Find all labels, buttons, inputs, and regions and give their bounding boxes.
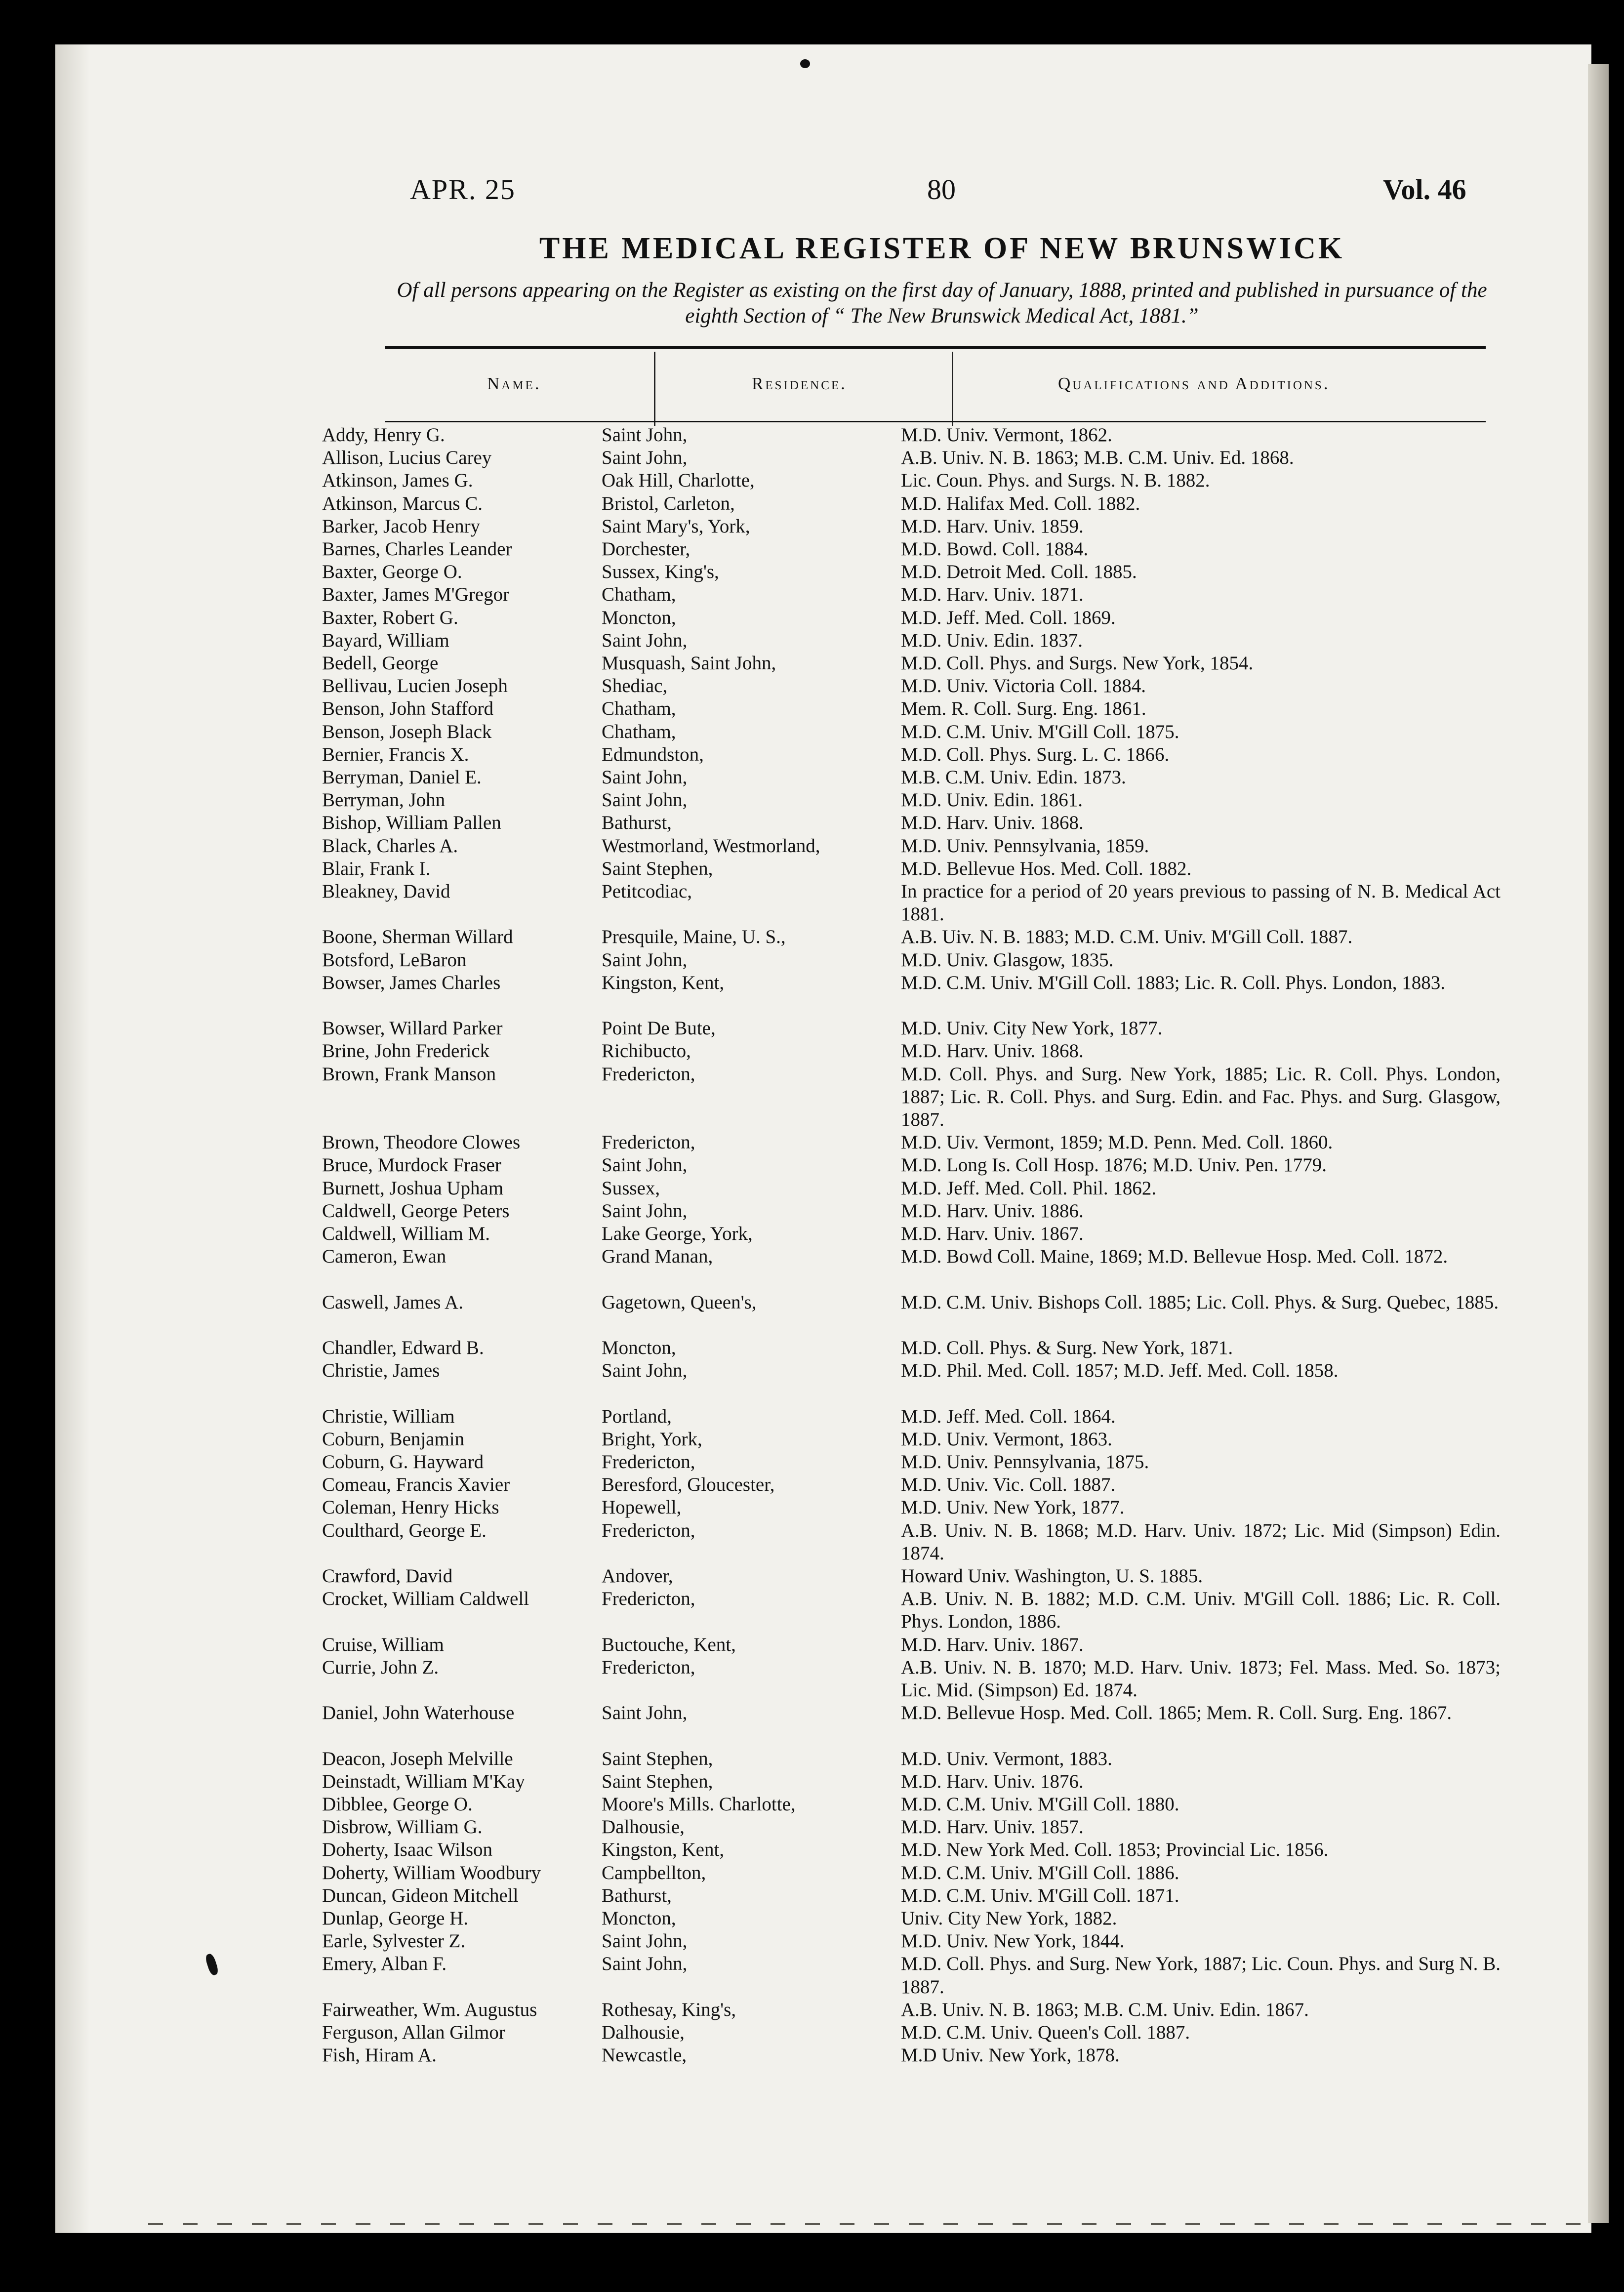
entry-qualifications: M.D. Uiv. Vermont, 1859; M.D. Penn. Med. Coll. 1860.	[901, 1132, 1333, 1153]
entry-residence: Shediac,	[602, 675, 668, 697]
entry-name: Crocket, William Caldwell	[322, 1588, 529, 1610]
entry-residence: Kingston, Kent,	[602, 972, 725, 993]
entry-residence: Saint John,	[602, 1953, 688, 1975]
entry-qualifications: A.B. Uiv. N. B. 1883; M.D. C.M. Univ. M'Gill Coll. 1887.	[901, 926, 1353, 948]
entry-name: Doherty, William Woodbury	[322, 1862, 541, 1883]
entry-qualifications: M.D. Bellevue Hos. Med. Coll. 1882.	[901, 858, 1192, 879]
entry-residence: Chatham,	[602, 721, 676, 742]
entry-residence: Campbellton,	[602, 1862, 706, 1883]
entry-residence: Edmundston,	[602, 743, 704, 765]
entry-name: Boone, Sherman Willard	[322, 926, 513, 948]
entry-qualifications: M.D. C.M. Univ. M'Gill Coll. 1883; Lic. R. Coll. Phys. London, 1883.	[901, 972, 1445, 993]
column-header-residence: Residence.	[752, 374, 847, 393]
register-page	[55, 44, 1591, 2233]
entry-residence: Moncton,	[602, 1337, 676, 1358]
entry-residence: Westmorland, Westmorland,	[602, 835, 820, 857]
entry-residence: Saint John,	[602, 789, 688, 811]
entry-residence: Sussex, King's,	[602, 561, 719, 583]
ink-spot	[800, 59, 810, 68]
entry-name: Cruise, William	[322, 1634, 444, 1655]
entry-name: Bruce, Murdock Fraser	[322, 1154, 501, 1176]
entry-residence: Bathurst,	[602, 1884, 672, 1906]
entry-name: Emery, Alban F.	[322, 1953, 447, 1975]
entry-residence: Andover,	[602, 1565, 673, 1587]
entry-name: Caswell, James A.	[322, 1291, 463, 1313]
entry-name: Dunlap, George H.	[322, 1908, 469, 1929]
entry-qualifications: M.D. Long Is. Coll Hosp. 1876; M.D. Univ. Pen. 1779.	[901, 1154, 1327, 1176]
entry-residence: Petitcodiac,	[602, 881, 692, 902]
entry-residence: Musquash, Saint John,	[602, 653, 776, 674]
entry-residence: Saint John,	[602, 767, 688, 788]
entry-qualifications: M.D. Harv. Univ. 1876.	[901, 1770, 1084, 1792]
entry-name: Brine, John Frederick	[322, 1040, 490, 1062]
entry-name: Botsford, LeBaron	[322, 949, 467, 971]
entry-qualifications: M.D. Univ. Edin. 1861.	[901, 789, 1083, 811]
entry-name: Comeau, Francis Xavier	[322, 1474, 510, 1496]
header-rule	[385, 421, 1486, 422]
entry-qualifications: M.D. Univ. Vermont, 1862.	[901, 424, 1112, 446]
entry-residence: Grand Manan,	[602, 1246, 713, 1268]
entry-qualifications: M.D. Coll. Phys. Surg. L. C. 1866.	[901, 743, 1170, 765]
entry-residence: Saint John,	[602, 629, 688, 651]
entry-qualifications: M.D. Bellevue Hosp. Med. Coll. 1865; Mem. R. Coll. Surg. Eng. 1867.	[901, 1702, 1452, 1724]
document-title: THE MEDICAL REGISTER OF NEW BRUNSWICK	[539, 232, 1345, 265]
entry-name: Coleman, Henry Hicks	[322, 1497, 499, 1518]
entry-name: Bowser, Willard Parker	[322, 1018, 503, 1039]
entry-qualifications: M.D. Coll. Phys. and Surg. New York, 1885; Lic. R. Coll. Phys. London, 1887; Lic. R. Coll. Phys. and Surg. Edin. and Fac. Phys. and Surg. Glasgow, 1887.	[901, 1063, 1501, 1130]
entry-qualifications: M.D. C.M. Univ. Queen's Coll. 1887.	[901, 2022, 1190, 2043]
entry-residence: Fredericton,	[602, 1451, 695, 1473]
entry-qualifications: M.B. C.M. Univ. Edin. 1873.	[901, 767, 1126, 788]
entry-qualifications: Lic. Coun. Phys. and Surgs. N. B. 1882.	[901, 470, 1210, 491]
entry-residence: Moncton,	[602, 607, 676, 628]
entry-qualifications: M.D. Univ. Vermont, 1863.	[901, 1428, 1112, 1450]
entry-qualifications: M.D. C.M. Univ. M'Gill Coll. 1886.	[901, 1862, 1179, 1883]
entry-qualifications: M.D Univ. New York, 1878.	[901, 2045, 1120, 2066]
entry-qualifications: M.D. Harv. Univ. 1867.	[901, 1634, 1084, 1655]
entry-name: Cameron, Ewan	[322, 1246, 447, 1268]
entry-qualifications: M.D. Coll. Phys. and Surg. New York, 1887; Lic. Coun. Phys. and Surg N. B. 1887.	[901, 1953, 1501, 1998]
entry-residence: Saint Mary's, York,	[602, 515, 750, 537]
entry-name: Burnett, Joshua Upham	[322, 1177, 504, 1199]
entry-name: Bayard, William	[322, 629, 449, 651]
entry-residence: Lake George, York,	[602, 1223, 753, 1244]
entry-name: Crawford, David	[322, 1565, 453, 1587]
entry-qualifications: M.D. Harv. Univ. 1867.	[901, 1223, 1084, 1244]
entry-residence: Saint John,	[602, 1702, 688, 1724]
entry-name: Bedell, George	[322, 653, 439, 674]
entry-name: Addy, Henry G.	[322, 424, 445, 446]
entry-qualifications: A.B. Univ. N. B. 1863; M.B. C.M. Univ. Ed. 1868.	[901, 447, 1294, 469]
entry-residence: Saint Stephen,	[602, 1770, 713, 1792]
entry-qualifications: M.D. Coll. Phys. & Surg. New York, 1871.	[901, 1337, 1233, 1358]
entry-qualifications: M.D. Coll. Phys. and Surgs. New York, 1854.	[901, 653, 1254, 674]
entry-qualifications: Mem. R. Coll. Surg. Eng. 1861.	[901, 698, 1146, 720]
entry-name: Bleakney, David	[322, 881, 450, 902]
entry-qualifications: M.D. C.M. Univ. M'Gill Coll. 1875.	[901, 721, 1179, 742]
entry-residence: Saint John,	[602, 1930, 688, 1952]
column-header-qualifications: Qualifications and Additions.	[1058, 374, 1330, 393]
entry-qualifications: M.D. Bowd. Coll. 1884.	[901, 538, 1089, 560]
running-head-date: APR. 25	[410, 173, 516, 205]
entry-residence: Portland,	[602, 1405, 672, 1427]
entry-residence: Saint John,	[602, 424, 688, 446]
running-head-volume: Vol. 46	[1383, 173, 1466, 205]
entry-qualifications: M.D. C.M. Univ. Bishops Coll. 1885; Lic. Coll. Phys. & Surg. Quebec, 1885.	[901, 1291, 1499, 1313]
entry-qualifications: Howard Univ. Washington, U. S. 1885.	[901, 1565, 1203, 1587]
entry-qualifications: M.D. Univ. New York, 1877.	[901, 1497, 1125, 1518]
entry-residence: Buctouche, Kent,	[602, 1634, 736, 1655]
entry-residence: Fredericton,	[602, 1132, 695, 1153]
entry-name: Blair, Frank I.	[322, 858, 431, 879]
entry-residence: Sussex,	[602, 1177, 660, 1199]
entry-qualifications: M.D. Univ. Vic. Coll. 1887.	[901, 1474, 1116, 1496]
entry-name: Bernier, Francis X.	[322, 743, 469, 765]
entry-residence: Saint John,	[602, 1200, 688, 1222]
entry-residence: Saint John,	[602, 949, 688, 971]
entry-residence: Oak Hill, Charlotte,	[602, 470, 755, 491]
entry-residence: Dalhousie,	[602, 1816, 685, 1838]
entry-qualifications: M.D. Univ. Victoria Coll. 1884.	[901, 675, 1146, 697]
entry-residence: Fredericton,	[602, 1519, 695, 1541]
entry-residence: Gagetown, Queen's,	[602, 1291, 757, 1313]
entry-qualifications: A.B. Univ. N. B. 1868; M.D. Harv. Univ. 1872; Lic. Mid (Simpson) Edin. 1874.	[901, 1519, 1501, 1564]
entry-qualifications: M.D. New York Med. Coll. 1853; Provincial Lic. 1856.	[901, 1839, 1329, 1861]
entry-residence: Richibucto,	[602, 1040, 691, 1062]
entry-qualifications: A.B. Univ. N. B. 1863; M.B. C.M. Univ. Edin. 1867.	[901, 1999, 1309, 2020]
entry-name: Deacon, Joseph Melville	[322, 1748, 513, 1769]
entry-name: Fish, Hiram A.	[322, 2045, 437, 2066]
entry-qualifications: M.D. C.M. Univ. M'Gill Coll. 1871.	[901, 1884, 1179, 1906]
entry-name: Allison, Lucius Carey	[322, 447, 492, 469]
entry-residence: Newcastle,	[602, 2045, 687, 2066]
entry-name: Disbrow, William G.	[322, 1816, 483, 1838]
scan-artifact	[148, 2223, 1581, 2225]
entry-name: Brown, Theodore Clowes	[322, 1132, 521, 1153]
page-number: 80	[927, 173, 956, 205]
entry-qualifications: In practice for a period of 20 years previous to passing of N. B. Medical Act 1881.	[901, 881, 1501, 925]
entry-residence: Fredericton,	[602, 1656, 695, 1678]
entry-name: Deinstadt, William M'Kay	[322, 1770, 525, 1792]
entry-qualifications: M.D. Harv. Univ. 1857.	[901, 1816, 1084, 1838]
entry-name: Coulthard, George E.	[322, 1519, 487, 1541]
entry-residence: Presquile, Maine, U. S.,	[602, 926, 786, 948]
entry-qualifications: M.D. Halifax Med. Coll. 1882.	[901, 492, 1140, 514]
document-subtitle: Of all persons appearing on the Register as existing on the first day of January, 1888, printed and published in pursuance of the eighth Section of “ The New Brunswick Medical Act, 1881.”	[397, 279, 1487, 327]
entry-residence: Fredericton,	[602, 1063, 695, 1085]
entry-name: Black, Charles A.	[322, 835, 458, 857]
column-divider	[952, 352, 953, 426]
entry-qualifications: M.D. Univ. Vermont, 1883.	[901, 1748, 1112, 1769]
entry-qualifications: M.D. Phil. Med. Coll. 1857; M.D. Jeff. Med. Coll. 1858.	[901, 1360, 1339, 1382]
entry-name: Atkinson, James G.	[322, 470, 473, 491]
entry-residence: Saint Stephen,	[602, 1748, 713, 1769]
entry-name: Barker, Jacob Henry	[322, 515, 481, 537]
entry-qualifications: M.D. Harv. Univ. 1886.	[901, 1200, 1084, 1222]
entry-residence: Bathurst,	[602, 812, 672, 834]
entry-name: Brown, Frank Manson	[322, 1063, 496, 1085]
entry-residence: Bright, York,	[602, 1428, 702, 1450]
entry-name: Daniel, John Waterhouse	[322, 1702, 515, 1724]
entry-residence: Beresford, Gloucester,	[602, 1474, 775, 1496]
entry-residence: Hopewell,	[602, 1497, 682, 1518]
entry-name: Doherty, Isaac Wilson	[322, 1839, 493, 1861]
entry-qualifications: M.D. Jeff. Med. Coll. 1869.	[901, 607, 1116, 628]
entry-qualifications: M.D. Harv. Univ. 1871.	[901, 584, 1084, 606]
entry-residence: Chatham,	[602, 584, 676, 606]
entry-qualifications: M.D. Jeff. Med. Coll. Phil. 1862.	[901, 1177, 1157, 1199]
entry-name: Caldwell, William M.	[322, 1223, 490, 1244]
entry-name: Coburn, G. Hayward	[322, 1451, 484, 1473]
entry-qualifications: M.D. Detroit Med. Coll. 1885.	[901, 561, 1137, 583]
entry-name: Coburn, Benjamin	[322, 1428, 465, 1450]
entry-residence: Bristol, Carleton,	[602, 492, 735, 514]
entry-residence: Moncton,	[602, 1908, 676, 1929]
entry-residence: Moore's Mills. Charlotte,	[602, 1794, 796, 1815]
entry-name: Ferguson, Allan Gilmor	[322, 2022, 505, 2043]
entry-name: Baxter, Robert G.	[322, 607, 458, 628]
entry-name: Christie, James	[322, 1360, 440, 1382]
entry-qualifications: M.D. C.M. Univ. M'Gill Coll. 1880.	[901, 1794, 1179, 1815]
entry-qualifications: M.D. Harv. Univ. 1859.	[901, 515, 1084, 537]
entry-qualifications: A.B. Univ. N. B. 1870; M.D. Harv. Univ. 1873; Fel. Mass. Med. So. 1873; Lic. Mid. (Simpson) Ed. 1874.	[901, 1656, 1501, 1701]
entry-name: Chandler, Edward B.	[322, 1337, 484, 1358]
entry-name: Fairweather, Wm. Augustus	[322, 1999, 537, 2020]
entry-residence: Saint John,	[602, 447, 688, 469]
top-rule	[385, 346, 1486, 349]
entry-name: Earle, Sylvester Z.	[322, 1930, 466, 1952]
entry-residence: Saint Stephen,	[602, 858, 713, 879]
entry-qualifications: A.B. Univ. N. B. 1882; M.D. C.M. Univ. M'Gill Coll. 1886; Lic. R. Coll. Phys. London, 1886.	[901, 1588, 1501, 1633]
entry-qualifications: M.D. Harv. Univ. 1868.	[901, 1040, 1084, 1062]
entry-residence: Kingston, Kent,	[602, 1839, 725, 1861]
entry-name: Bishop, William Pallen	[322, 812, 501, 834]
entry-qualifications: M.D. Jeff. Med. Coll. 1864.	[901, 1405, 1116, 1427]
entry-qualifications: M.D. Harv. Univ. 1868.	[901, 812, 1084, 834]
entry-qualifications: Univ. City New York, 1882.	[901, 1908, 1117, 1929]
entry-qualifications: M.D. Univ. New York, 1844.	[901, 1930, 1125, 1952]
column-header-name: Name.	[487, 374, 541, 393]
entry-residence: Saint John,	[602, 1360, 688, 1382]
entry-name: Berryman, John	[322, 789, 446, 811]
entry-residence: Dalhousie,	[602, 2022, 685, 2043]
entry-residence: Chatham,	[602, 698, 676, 720]
entry-name: Baxter, George O.	[322, 561, 462, 583]
entry-name: Atkinson, Marcus C.	[322, 492, 483, 514]
entry-residence: Rothesay, King's,	[602, 1999, 736, 2020]
entry-name: Benson, Joseph Black	[322, 721, 492, 742]
entry-name: Barnes, Charles Leander	[322, 538, 512, 560]
entry-qualifications: M.D. Univ. Pennsylvania, 1875.	[901, 1451, 1149, 1473]
entry-residence: Dorchester,	[602, 538, 690, 560]
entry-name: Berryman, Daniel E.	[322, 767, 482, 788]
entry-name: Currie, John Z.	[322, 1656, 439, 1678]
entry-residence: Fredericton,	[602, 1588, 695, 1610]
entry-residence: Point De Bute,	[602, 1018, 716, 1039]
entry-name: Bellivau, Lucien Joseph	[322, 675, 508, 697]
entry-name: Bowser, James Charles	[322, 972, 501, 993]
column-divider	[654, 352, 655, 426]
entry-name: Baxter, James M'Gregor	[322, 584, 510, 606]
entry-qualifications: M.D. Univ. Edin. 1837.	[901, 629, 1083, 651]
entry-qualifications: M.D. Univ. Pennsylvania, 1859.	[901, 835, 1149, 857]
entry-name: Dibblee, George O.	[322, 1794, 473, 1815]
entry-qualifications: M.D. Univ. City New York, 1877.	[901, 1018, 1163, 1039]
entry-qualifications: M.D. Univ. Glasgow, 1835.	[901, 949, 1114, 971]
entry-name: Benson, John Stafford	[322, 698, 494, 720]
entry-name: Duncan, Gideon Mitchell	[322, 1884, 519, 1906]
entry-residence: Saint John,	[602, 1154, 688, 1176]
page-edge	[1588, 64, 1609, 2223]
entry-name: Caldwell, George Peters	[322, 1200, 510, 1222]
entry-qualifications: M.D. Bowd Coll. Maine, 1869; M.D. Bellevue Hosp. Med. Coll. 1872.	[901, 1246, 1448, 1268]
entry-name: Christie, William	[322, 1405, 455, 1427]
